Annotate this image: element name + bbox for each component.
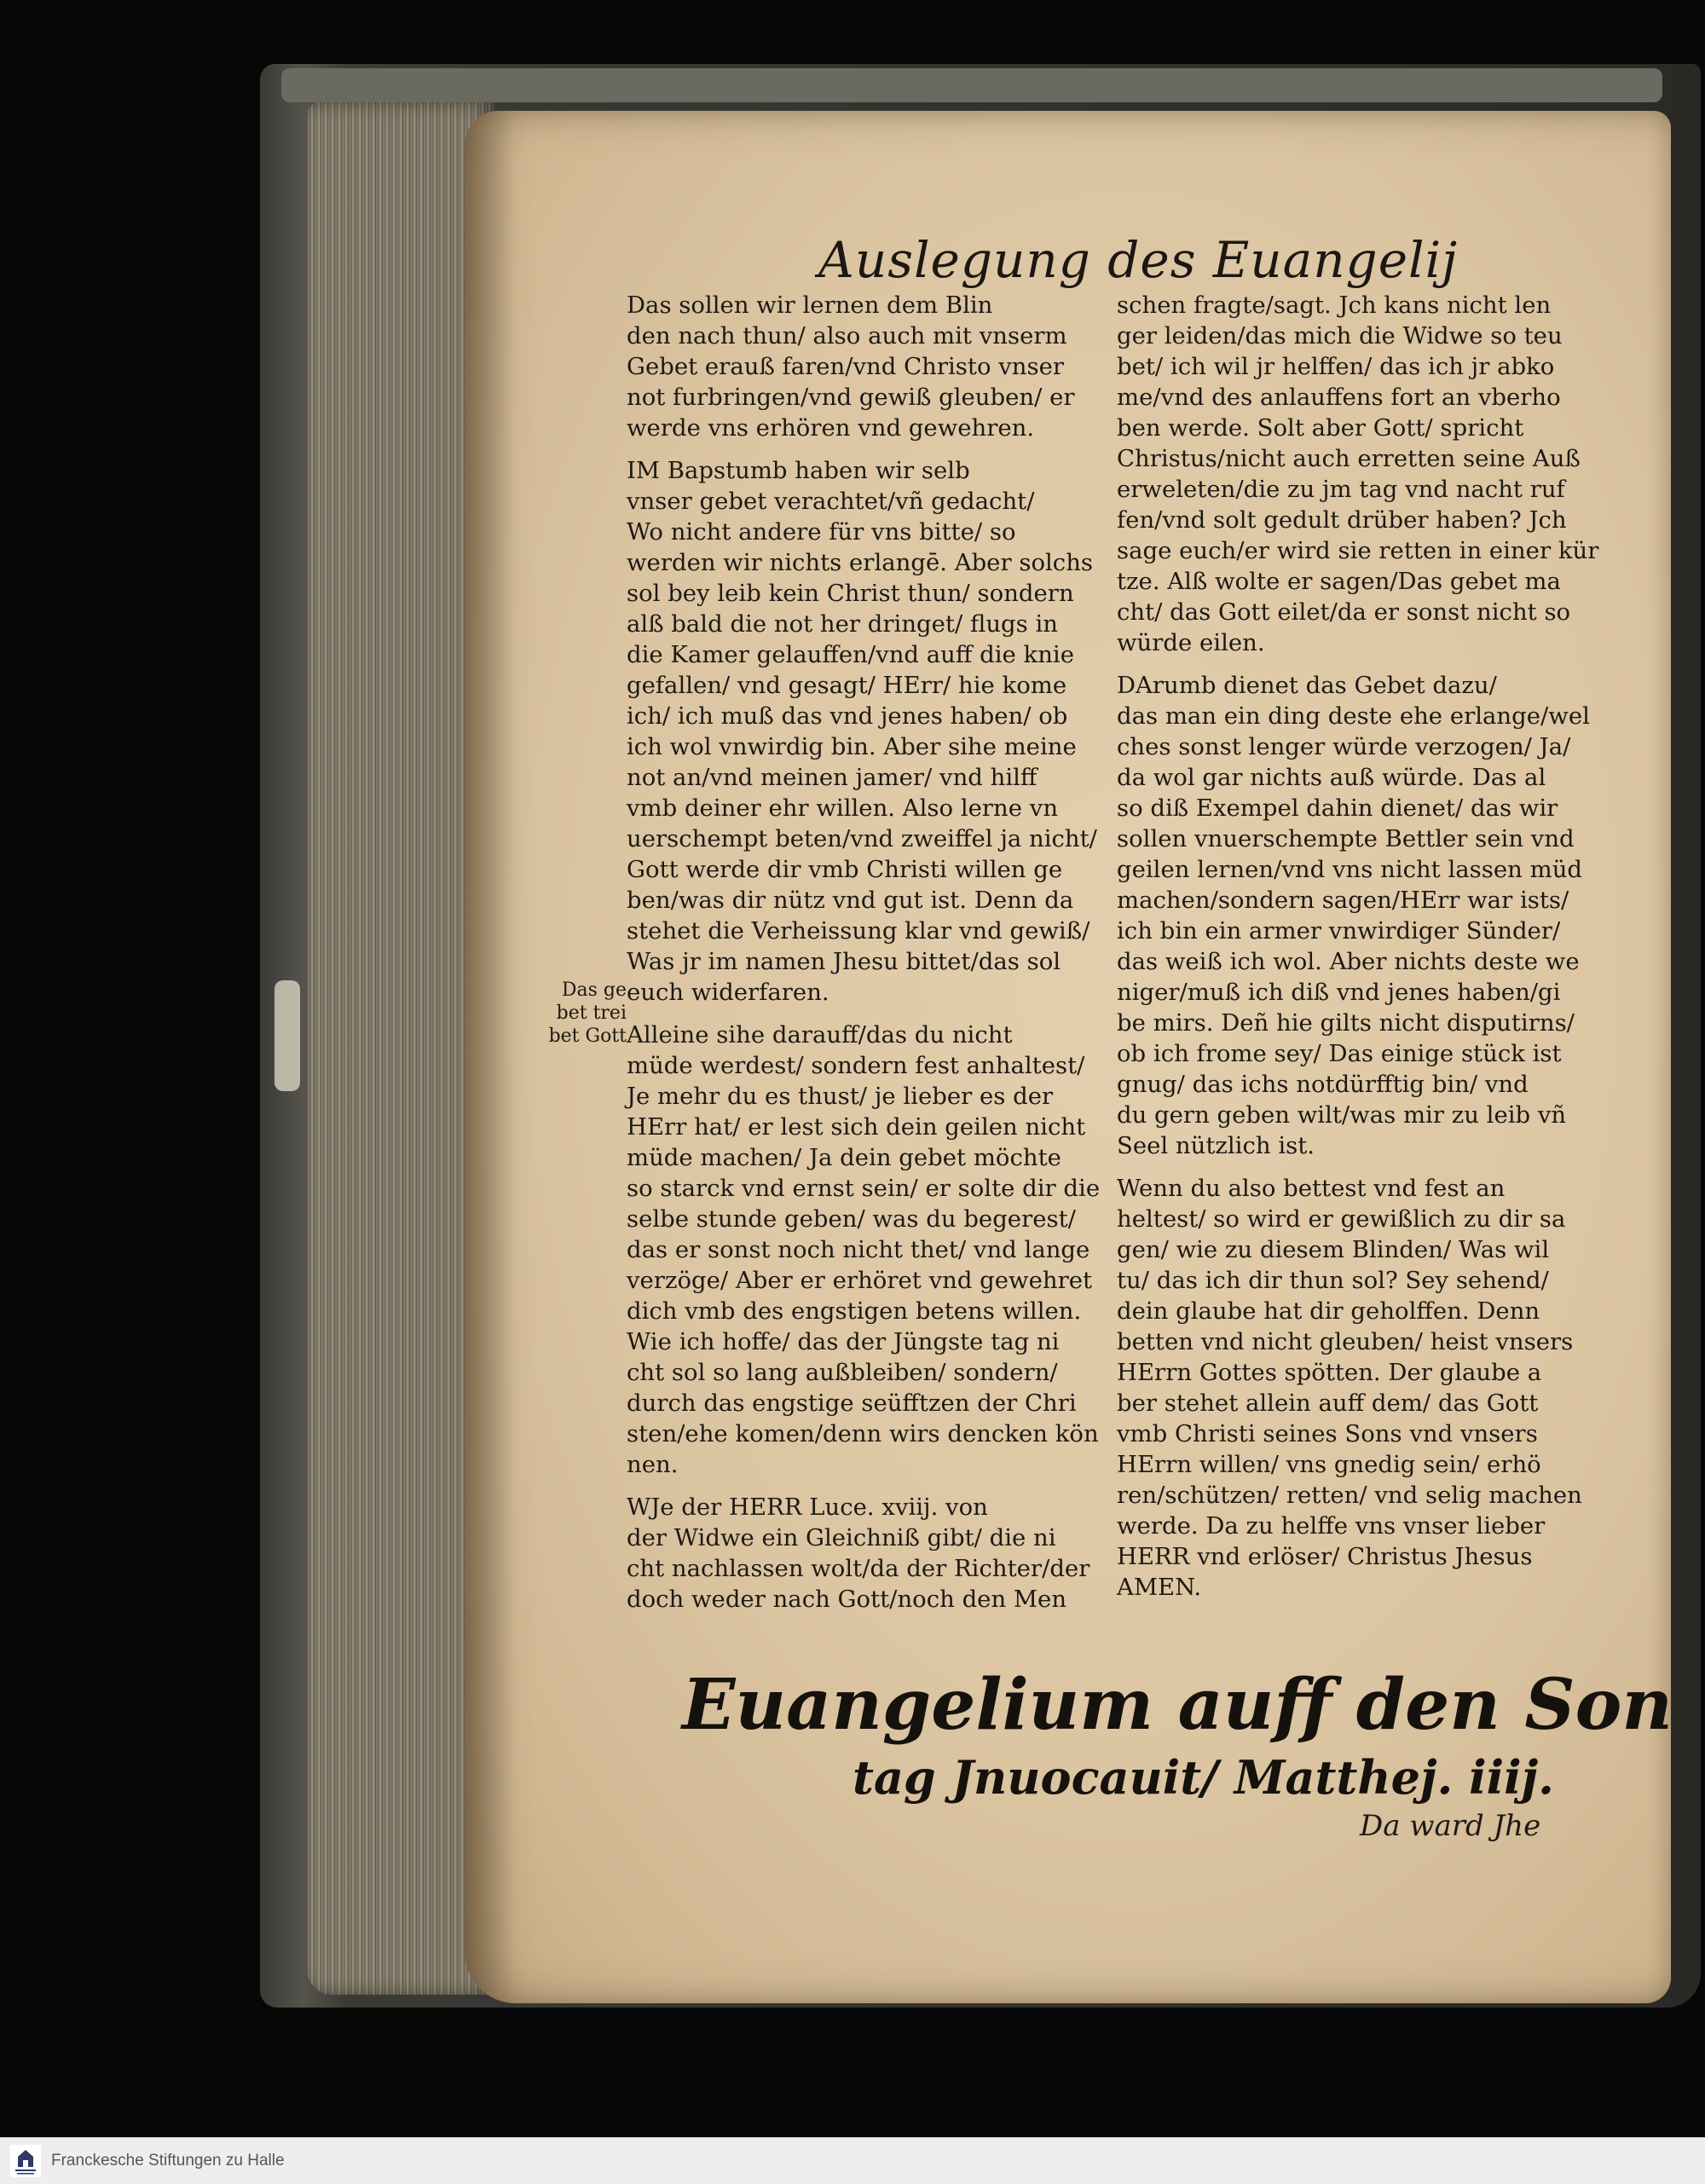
text-line: not furbringen/vnd gewiß gleuben/ er: [627, 384, 1075, 411]
text-line: betten vnd nicht gleuben/ heist vnsers: [1117, 1328, 1574, 1355]
footer-institution-text: Franckesche Stiftungen zu Halle: [51, 2152, 285, 2170]
catchword: Da ward Jhe: [1360, 1809, 1541, 1843]
text-line: HErrn Gottes spötten. Der glaube a: [1117, 1359, 1542, 1386]
text-line: tu/ das ich dir thun sol? Sey sehend/: [1117, 1267, 1549, 1294]
text-line: AMEN.: [1117, 1574, 1202, 1601]
marginal-note: [529, 979, 627, 1048]
text-line: verzöge/ Aber er erhöret vnd gewehret: [627, 1267, 1093, 1294]
text-line: der Widwe ein Gleichniß gibt/ die ni: [627, 1524, 1056, 1551]
text-line: WJe der HERR Luce. xviij. von: [627, 1494, 988, 1521]
franckesche-stiftungen-logo-icon: [10, 2145, 41, 2177]
text-line: cht nachlassen wolt/da der Richter/der: [627, 1555, 1090, 1582]
spine-wear: [275, 980, 300, 1091]
text-line: müde machen/ Ja dein gebet möchte: [627, 1144, 1061, 1171]
book-cover-top-edge: [281, 68, 1662, 102]
text-line: schen fragte/sagt. Jch kans nicht len: [1117, 292, 1552, 319]
text-line: Gott werde dir vmb Christi willen ge: [627, 856, 1063, 883]
text-line: vnser gebet verachtet/vñ gedacht/: [627, 488, 1035, 515]
paragraph: [1117, 290, 1603, 658]
text-line: not an/vnd meinen jamer/ vnd hilff: [627, 764, 1037, 791]
text-line: alß bald die not her dringet/ flugs in: [627, 610, 1058, 638]
text-line: Wo nicht andere für vns bitte/ so: [627, 518, 1016, 546]
left-text-column: [627, 290, 1113, 1626]
text-line: vmb deiner ehr willen. Also lerne vn: [627, 794, 1059, 822]
text-line: den nach thun/ also auch mit vnserm: [627, 322, 1067, 350]
marginal-note-line: bet trei: [556, 1002, 627, 1024]
text-line: heltest/ so wird er gewißlich zu dir sa: [1117, 1205, 1566, 1233]
text-line: werde. Da zu helffe vns vnser lieber: [1117, 1512, 1546, 1540]
text-line: HErrn willen/ vns gnedig sein/ erhö: [1117, 1451, 1541, 1478]
text-line: ben/was dir nütz vnd gut ist. Denn da: [627, 887, 1074, 914]
text-line: sage euch/er wird sie retten in einer kür: [1117, 537, 1599, 564]
text-line: sol bey leib kein Christ thun/ sondern: [627, 580, 1074, 607]
text-line: cht/ das Gott eilet/da er sonst nicht so: [1117, 598, 1571, 626]
text-line: du gern geben wilt/was mir zu leib vñ: [1117, 1101, 1567, 1129]
text-line: müde werdest/ sondern fest anhaltest/: [627, 1052, 1085, 1079]
text-line: da wol gar nichts auß würde. Das al: [1117, 764, 1546, 791]
text-line: durch das engstige seüfftzen der Chri: [627, 1390, 1077, 1417]
text-line: dein glaube hat dir geholffen. Denn: [1117, 1297, 1540, 1325]
text-line: sten/ehe komen/denn wirs dencken kön: [627, 1420, 1099, 1447]
text-line: IM Bapstumb haben wir selb: [627, 457, 970, 484]
paragraph: [627, 1492, 1113, 1615]
text-line: HErr hat/ er lest sich dein geilen nicht: [627, 1113, 1086, 1141]
text-line: Christus/nicht auch erretten seine Auß: [1117, 445, 1581, 472]
text-line: Gebet erauß faren/vnd Christo vnser: [627, 353, 1065, 380]
paragraph: [627, 1020, 1113, 1480]
text-line: Seel nützlich ist.: [1117, 1132, 1315, 1159]
text-line: fen/vnd solt gedult drüber haben? Jch: [1117, 506, 1567, 534]
text-line: ben werde. Solt aber Gott/ spricht: [1117, 414, 1524, 442]
text-line: selbe stunde geben/ was du begerest/: [627, 1205, 1076, 1233]
section-subtitle: tag Jnuocauit/ Matthej. iiij.: [852, 1750, 1554, 1805]
text-line: werden wir nichts erlangē. Aber solchs: [627, 549, 1094, 576]
text-line: gen/ wie zu diesem Blinden/ Was wil: [1117, 1236, 1550, 1263]
right-text-column: [1117, 290, 1603, 1615]
text-line: be mirs. Deñ hie gilts nicht disputirns/: [1117, 1009, 1575, 1037]
text-line: me/vnd des anlauffens fort an vberho: [1117, 384, 1561, 411]
paragraph: [627, 290, 1113, 443]
running-head: Auslegung des Euangelij: [818, 231, 1459, 289]
text-line: das man ein ding deste ehe erlange/wel: [1117, 702, 1590, 730]
text-line: doch weder nach Gott/noch den Men: [627, 1586, 1067, 1613]
text-line: Wenn du also bettest vnd fest an: [1117, 1175, 1506, 1202]
text-line: ich/ ich muß das vnd jenes haben/ ob: [627, 702, 1068, 730]
text-line: HERR vnd erlöser/ Christus Jhesus: [1117, 1543, 1533, 1570]
text-line: ren/schützen/ retten/ vnd selig machen: [1117, 1482, 1582, 1509]
paragraph: [1117, 1173, 1603, 1603]
text-line: cht sol so lang außbleiben/ sondern/: [627, 1359, 1058, 1386]
text-line: Je mehr du es thust/ je lieber es der: [627, 1083, 1054, 1110]
text-line: niger/muß ich diß vnd jenes haben/gi: [1117, 979, 1561, 1006]
text-line: uerschempt beten/vnd zweiffel ja nicht/: [627, 825, 1097, 852]
text-line: ger leiden/das mich die Widwe so teu: [1117, 322, 1563, 350]
text-line: ob ich frome sey/ Das einige stück ist: [1117, 1040, 1562, 1067]
text-line: würde eilen.: [1117, 629, 1265, 656]
text-line: Wie ich hoffe/ das der Jüngste tag ni: [627, 1328, 1060, 1355]
text-line: euch widerfaren.: [627, 979, 829, 1006]
text-line: bet/ ich wil jr helffen/ das ich jr abko: [1117, 353, 1555, 380]
text-line: machen/sondern sagen/HErr war ists/: [1117, 887, 1569, 914]
marginal-note-line: Das ge: [561, 979, 627, 1001]
paragraph: [1117, 670, 1603, 1161]
text-line: die Kamer gelauffen/vnd auff die knie: [627, 641, 1074, 668]
text-line: sollen vnuerschempte Bettler sein vnd: [1117, 825, 1575, 852]
text-line: ich bin ein armer vnwirdiger Sünder/: [1117, 917, 1561, 945]
text-line: Was jr im namen Jhesu bittet/das sol: [627, 948, 1061, 975]
text-line: nen.: [627, 1451, 679, 1478]
section-title: Euangelium auff den Son: [682, 1664, 1673, 1746]
text-line: dich vmb des engstigen betens willen.: [627, 1297, 1082, 1325]
text-line: Alleine sihe darauff/das du nicht: [627, 1021, 1013, 1049]
viewer-footer-bar: [0, 2137, 1705, 2184]
text-line: das er sonst noch nicht thet/ vnd lange: [627, 1236, 1090, 1263]
text-line: das weiß ich wol. Aber nichts deste we: [1117, 948, 1580, 975]
text-line: gnug/ das ichs notdürfftig bin/ vnd: [1117, 1071, 1529, 1098]
text-line: so diß Exempel dahin dienet/ das wir: [1117, 794, 1558, 822]
text-line: ches sonst lenger würde verzogen/ Ja/: [1117, 733, 1571, 760]
text-line: ich wol vnwirdig bin. Aber sihe meine: [627, 733, 1077, 760]
text-line: DArumb dienet das Gebet dazu/: [1117, 672, 1497, 699]
text-line: ber stehet allein auff dem/ das Gott: [1117, 1390, 1539, 1417]
text-line: gefallen/ vnd gesagt/ HErr/ hie kome: [627, 672, 1067, 699]
text-line: tze. Alß wolte er sagen/Das gebet ma: [1117, 568, 1561, 595]
text-line: werde vns erhören vnd gewehren.: [627, 414, 1035, 442]
text-line: so starck vnd ernst sein/ er solte dir die: [627, 1175, 1101, 1202]
paragraph: [627, 455, 1113, 1008]
text-line: Das sollen wir lernen dem Blin: [627, 292, 993, 319]
marginal-note-line: bet Gott: [548, 1026, 627, 1047]
page-gutter-shadow: [465, 111, 516, 2003]
text-line: stehet die Verheissung klar vnd gewiß/: [627, 917, 1090, 945]
text-line: geilen lernen/vnd vns nicht lassen müd: [1117, 856, 1583, 883]
text-line: erweleten/die zu jm tag vnd nacht ruf: [1117, 476, 1565, 503]
text-line: vmb Christi seines Sons vnd vnsers: [1117, 1420, 1538, 1447]
